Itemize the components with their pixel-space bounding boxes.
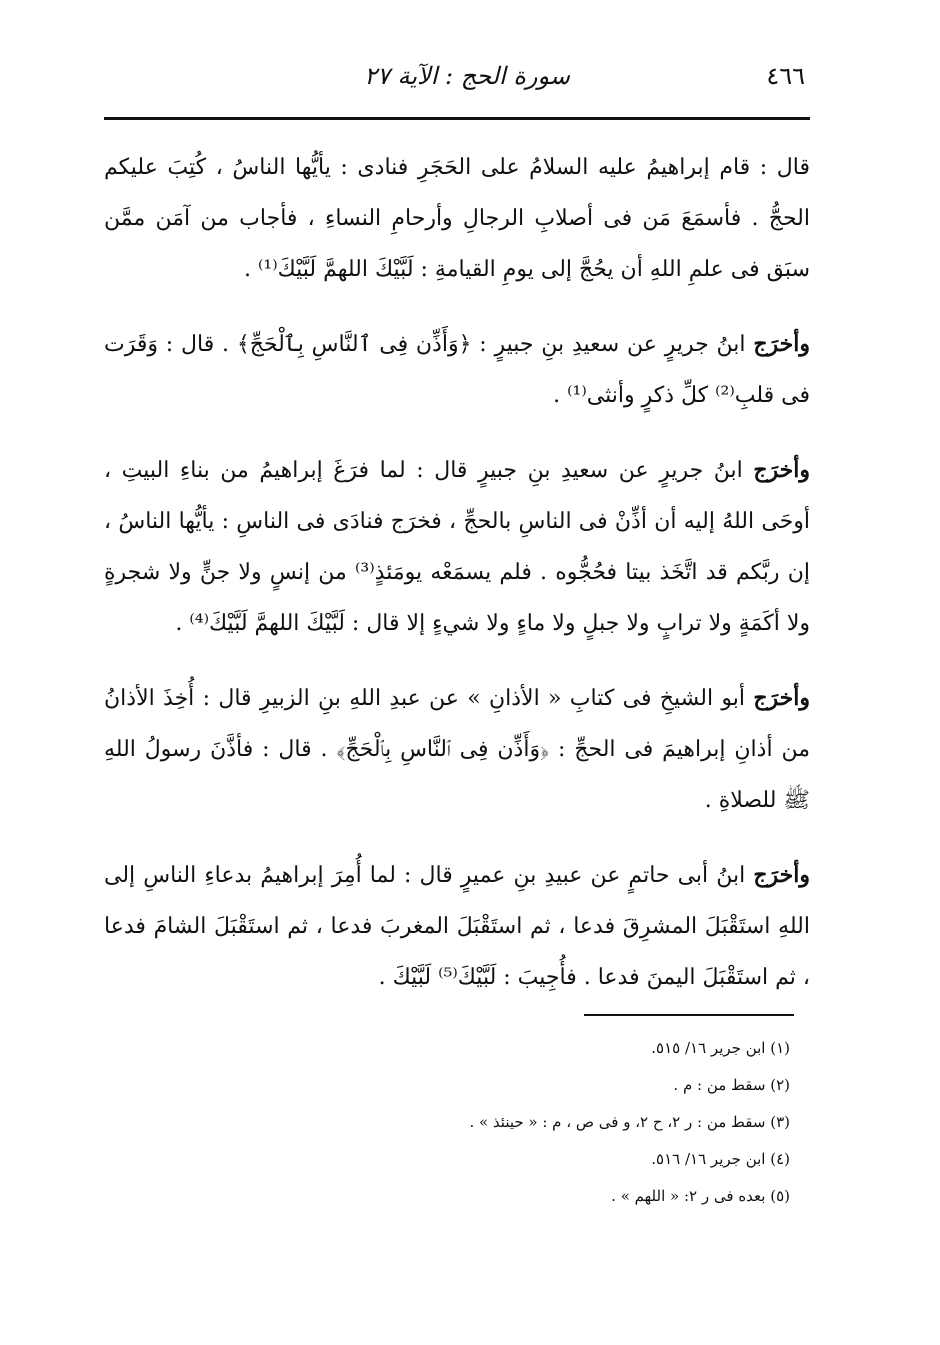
paragraph-text: ابنُ أبى حاتمٍ عن عبيدِ بنِ عميرٍ قال : لما أُمِرَ إبراهيمُ بدعاءِ الناسِ إلى اللهِ استَقْبَلَ المشرِقَ فدعا ، ثم استَقْبَلَ المغربَ فدعا ، ثم استَقْبَلَ الشامَ فدعا ، ثم استَقْبَلَ اليمنَ فدعا . فأُجِيبَ : لَبَّيْكَ⁽⁵⁾ لَبَّيْكَ . (104, 863, 810, 990)
footnote-5: (٥) بعده فى ر ٢: « اللهم » . (611, 1187, 790, 1205)
paragraph-lead: وأخرَج (753, 457, 810, 483)
header-rule (104, 117, 810, 120)
body-text (104, 142, 810, 1027)
paragraph-text: ابنُ جريرٍ عن سعيدِ بنِ جبيرٍ : ﴿وَأَذِّن فِى ٱلنَّاسِ بِٱلْحَجِّ﴾ . قال : وَقَرَت فى قلبِ⁽²⁾ كلِّ ذكرٍ وأنثى⁽¹⁾ . (104, 332, 810, 408)
footnotes-rule (584, 1014, 794, 1016)
paragraph-5 (104, 850, 810, 1003)
paragraph-2 (104, 319, 810, 421)
paragraph-lead: وأخرَج (753, 331, 810, 357)
paragraph-text: قال : قام إبراهيمُ عليه السلامُ على الحَجَرِ فنادى : يأيُّها الناسُ ، كُتِبَ عليكم الحجُّ . فأسمَعَ مَن فى أصلابِ الرجالِ وأرحامِ النساءِ ، فأجاب من آمَن ممَّن سبَق فى علمِ اللهِ أن يحُجَّ إلى يومِ القيامةِ : لَبَّيْكَ اللهمَّ لَبَّيْكَ⁽¹⁾ . (104, 155, 810, 282)
footnote-3: (٣) سقط من : ر ٢، ح ٢، و فى ص ، م : « حينئذ » . (469, 1113, 790, 1131)
paragraph-1 (104, 142, 810, 295)
paragraph-lead: وأخرَج (753, 685, 810, 711)
running-title: سورة الحج : الآية ٢٧ (364, 62, 570, 90)
footnotes (410, 1030, 790, 1215)
footnote-2: (٢) سقط من : م . (673, 1076, 790, 1094)
paragraph-3 (104, 445, 810, 649)
paragraph-lead: وأخرَج (753, 862, 810, 888)
page-number: ٤٦٦ (766, 62, 805, 90)
footnote-1: (١) ابن جرير ١٦/ ٥١٥. (651, 1039, 790, 1057)
footnote-4: (٤) ابن جرير ١٦/ ٥١٦. (651, 1150, 790, 1168)
paragraph-text: ابنُ جريرٍ عن سعيدِ بنِ جبيرٍ قال : لما فرَغَ إبراهيمُ من بناءِ البيتِ ، أوحَى اللهُ إليه أن أذِّنْ فى الناسِ بالحجِّ ، فخرَج فنادَى فى الناسِ : يأيُّها الناسُ ، إن ربَّكم قد اتَّخَذ بيتا فحُجُّوه . فلم يسمَعْه يومَئذٍ⁽³⁾ من إنسٍ ولا جنٍّ ولا شجرةٍ ولا أكَمَةٍ ولا ترابٍ ولا جبلٍ ولا ماءٍ ولا شيءٍ إلا قال : لَبَّيْكَ اللهمَّ لَبَّيْكَ⁽⁴⁾ . (104, 458, 810, 636)
paragraph-text: أبو الشيخِ فى كتابِ « الأذانِ » عن عبدِ اللهِ بنِ الزبيرِ قال : أُخِذَ الأذانُ من أذانِ إبراهيمَ فى الحجِّ : ﴿وَأَذِّن فِى ٱلنَّاسِ بِٱلْحَجِّ﴾ . قال : فأذَّنَ رسولُ اللهِ ﷺ للصلاةِ . (104, 686, 810, 813)
paragraph-4 (104, 673, 810, 826)
page-header (120, 62, 820, 102)
